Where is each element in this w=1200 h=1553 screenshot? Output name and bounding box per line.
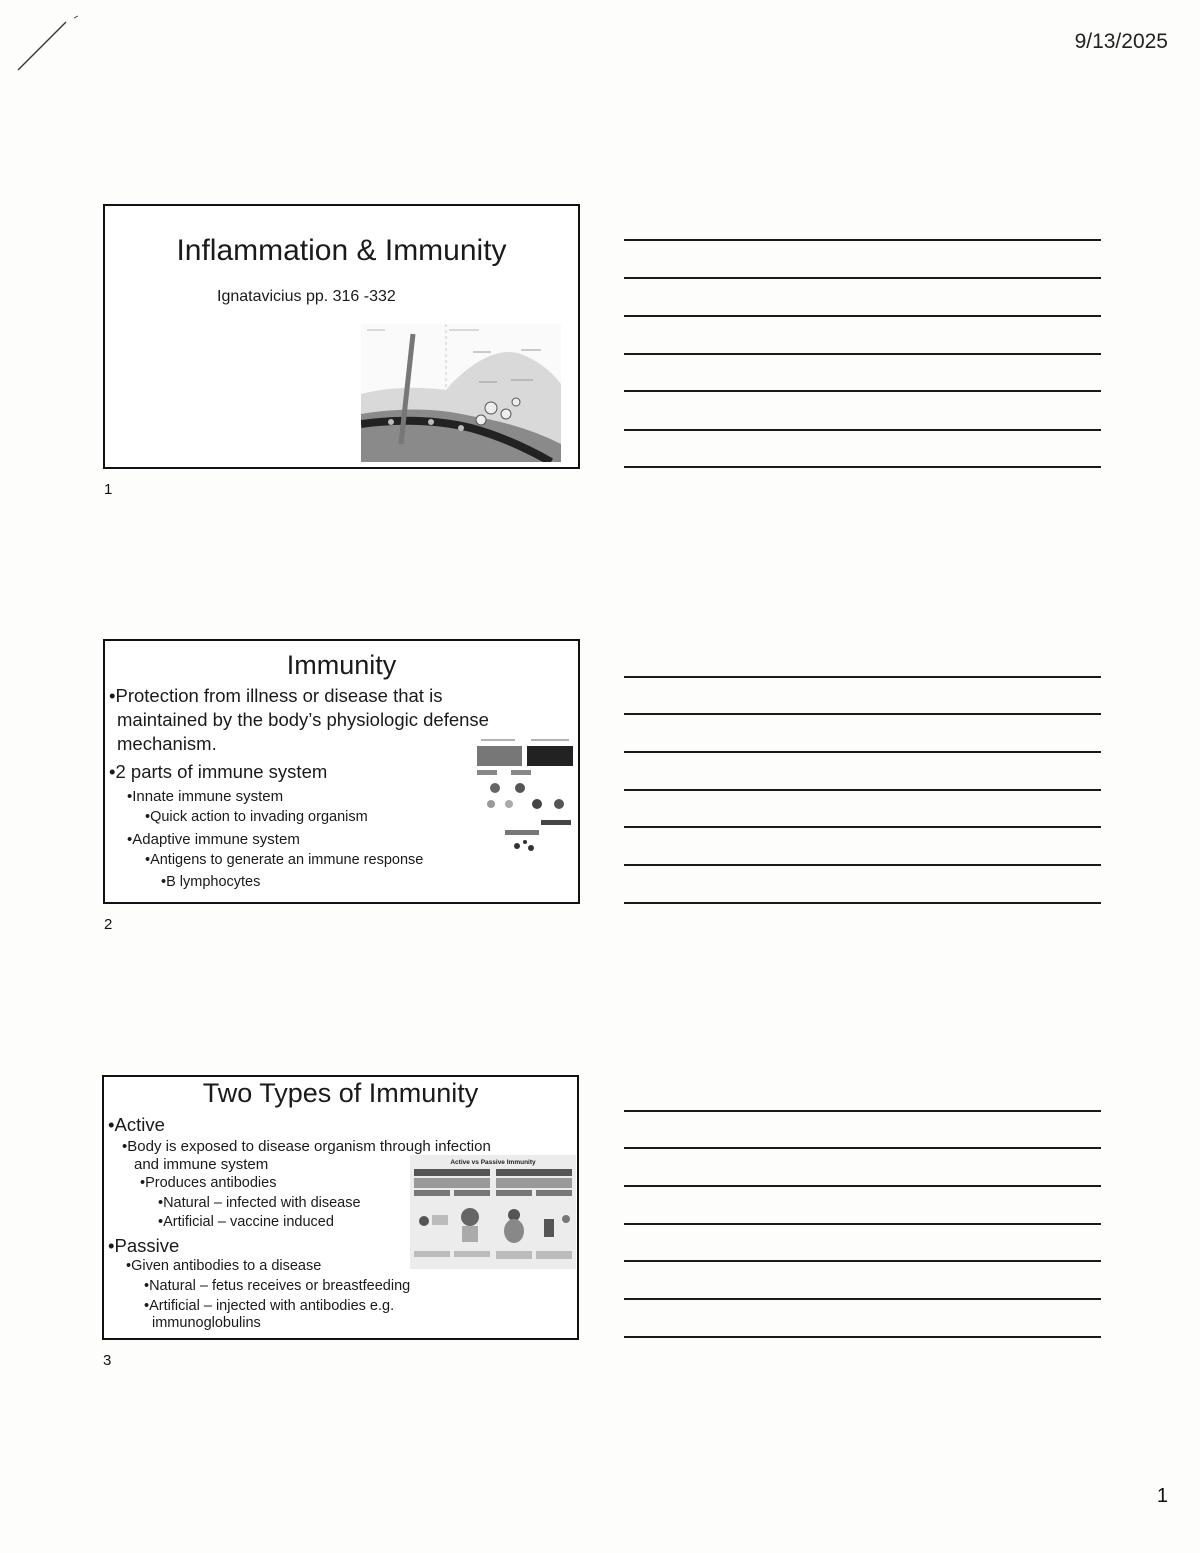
slide-2-bullet: •Antigens to generate an immune response <box>145 852 424 868</box>
slide-2-bullet: •Innate immune system <box>127 788 284 805</box>
notes-line <box>624 353 1101 355</box>
pen-mark <box>8 12 78 72</box>
slide-3-number: 3 <box>103 1352 112 1369</box>
slide-3-bullet: •Natural – infected with disease <box>158 1195 361 1211</box>
slide-3-bullet: •Artificial – injected with antibodies e.g. <box>144 1298 395 1314</box>
notes-line <box>624 1260 1101 1262</box>
slide-1-number: 1 <box>104 481 113 498</box>
notes-line <box>624 1147 1101 1149</box>
slide-3-bullet: •Natural – fetus receives or breastfeeding <box>144 1278 411 1294</box>
slide-2-bullet: •Adaptive immune system <box>127 831 300 848</box>
notes-line <box>624 315 1101 317</box>
slide-2-number: 2 <box>104 916 113 933</box>
slide-2-title: Immunity <box>286 650 397 680</box>
slide-3-bullet: •Active <box>108 1114 165 1135</box>
notes-line <box>624 826 1101 828</box>
slide-3-title: Two Types of Immunity <box>202 1078 479 1108</box>
notes-line <box>624 390 1101 392</box>
notes-line <box>624 751 1101 753</box>
notes-line <box>624 676 1101 678</box>
slide-3-bullet: immunoglobulins <box>152 1315 261 1331</box>
slide-2-bullet: •B lymphocytes <box>161 874 261 890</box>
notes-line <box>624 864 1101 866</box>
immune-system-diagram <box>475 736 575 861</box>
document-date: 9/13/2025 <box>1074 30 1168 53</box>
figure-title: Active vs Passive Immunity <box>450 1159 536 1166</box>
slide-3-bullet: •Body is exposed to disease organism through infection <box>122 1138 491 1155</box>
page-number: 1 <box>1156 1485 1168 1507</box>
notes-line <box>624 277 1101 279</box>
notes-line <box>624 1336 1101 1338</box>
slide-2-bullet: •Quick action to invading organism <box>145 809 368 825</box>
slide-2 <box>103 639 580 904</box>
slide-3-bullet: and immune system <box>134 1156 269 1173</box>
slide-3 <box>102 1075 579 1340</box>
slide-2-bullet: maintained by the body’s physiologic defense <box>117 709 489 730</box>
notes-line <box>624 466 1101 468</box>
notes-line <box>624 429 1101 431</box>
notes-line <box>624 239 1101 241</box>
notes-line <box>624 789 1101 791</box>
slide-1 <box>103 204 580 469</box>
notes-line <box>624 1185 1101 1187</box>
slide-1-title: Inflammation & Immunity <box>176 234 507 267</box>
slide-3-bullet: •Given antibodies to a disease <box>126 1258 322 1274</box>
notes-line <box>624 713 1101 715</box>
slide-2-bullet: mechanism. <box>117 733 217 754</box>
active-vs-passive-immunity-figure <box>410 1155 576 1269</box>
slide-2-bullet: •2 parts of immune system <box>109 761 328 782</box>
slide-3-bullet: •Produces antibodies <box>140 1175 277 1191</box>
inflammation-illustration <box>361 324 561 462</box>
notes-line <box>624 902 1101 904</box>
slide-2-bullet: •Protection from illness or disease that is <box>109 685 443 706</box>
notes-line <box>624 1110 1101 1112</box>
notes-line <box>624 1298 1101 1300</box>
notes-line <box>624 1223 1101 1225</box>
slide-1-subtitle: Ignatavicius pp. 316 -332 <box>217 288 396 305</box>
slide-3-bullet: •Passive <box>108 1235 180 1256</box>
slide-3-bullet: •Artificial – vaccine induced <box>158 1214 334 1230</box>
